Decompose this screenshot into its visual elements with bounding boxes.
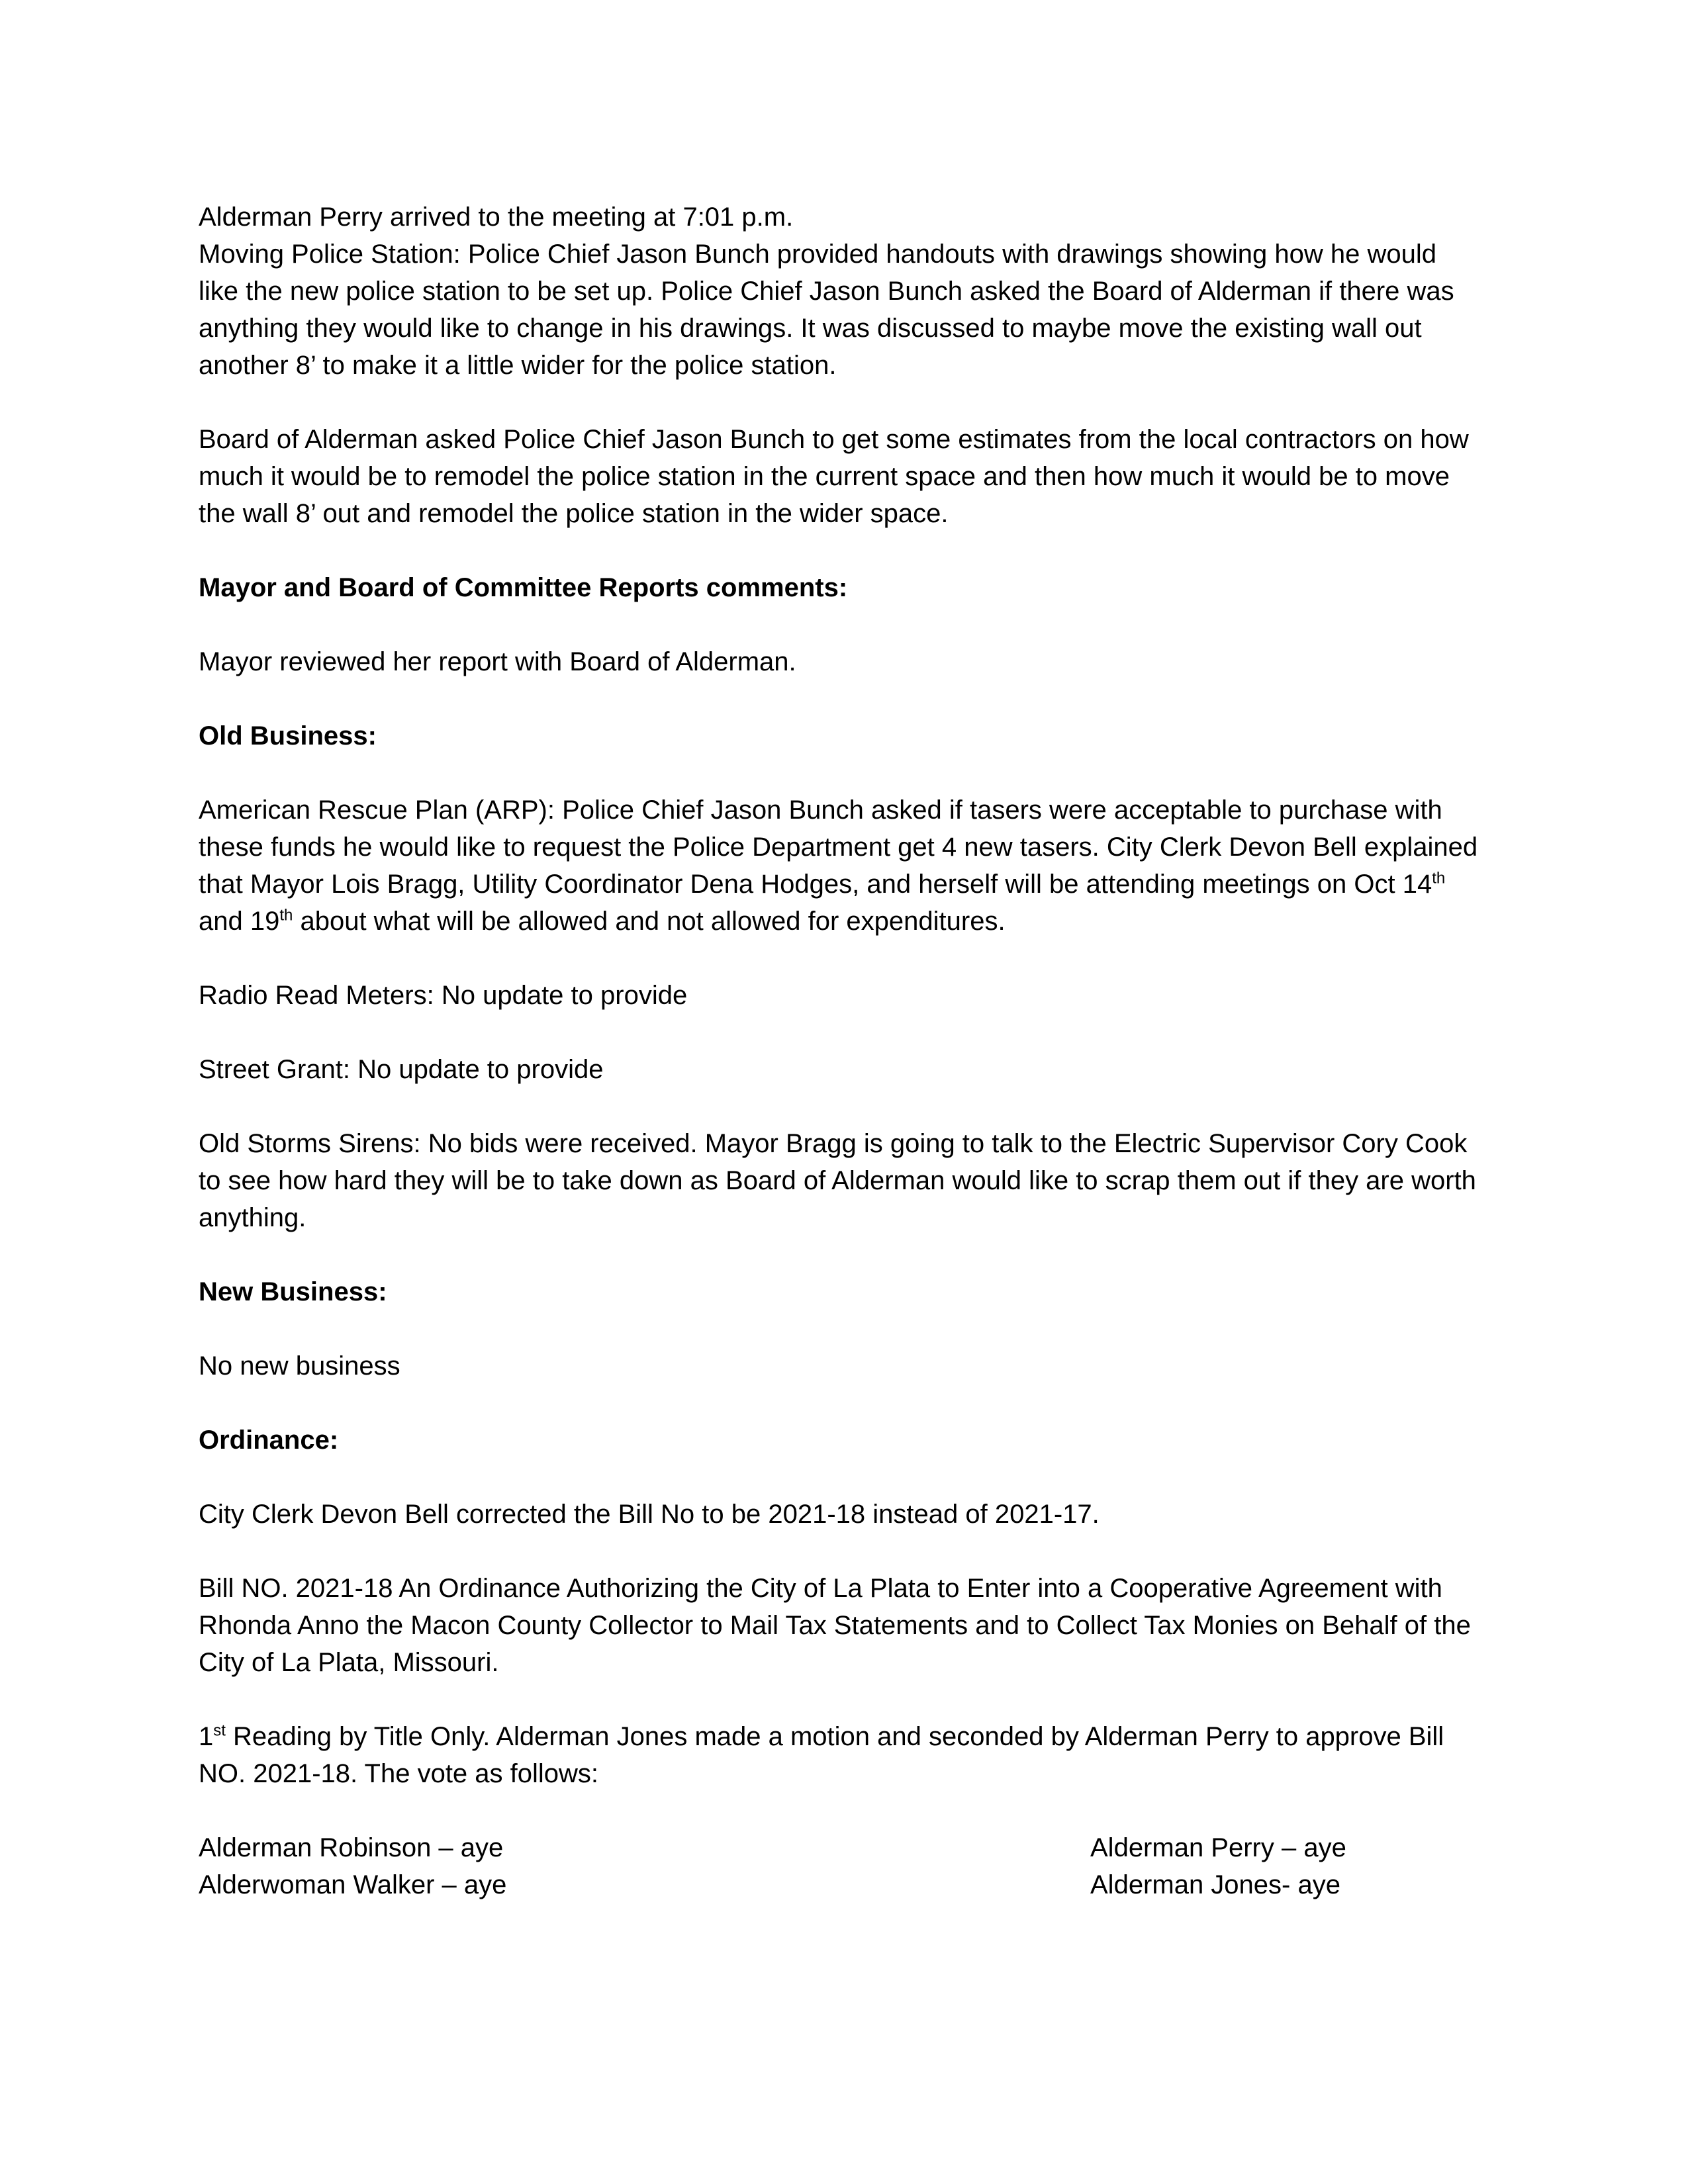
bill-correction-paragraph: City Clerk Devon Bell corrected the Bill No to be 2021-18 instead of 2021-17. bbox=[199, 1500, 1100, 1529]
reading-paragraph bbox=[199, 1718, 1483, 1792]
reading-superscript: st bbox=[213, 1721, 226, 1740]
radio-read-meters-paragraph: Radio Read Meters: No update to provide bbox=[199, 981, 688, 1010]
arp-text-part3: about what will be allowed and not allowed for expenditures. bbox=[293, 907, 1006, 936]
vote-robinson: Alderman Robinson – aye bbox=[199, 1833, 504, 1862]
arp-superscript-2: th bbox=[279, 906, 293, 925]
reading-text: Reading by Title Only. Alderman Jones made a motion and seconded by Alderman Perry to approve Bill NO. 2021-18. The vote as follows: bbox=[199, 1722, 1444, 1788]
moving-police-station-paragraph: Moving Police Station: Police Chief Jason Bunch provided handouts with drawings showing how he would like the new police station to be set up. Police Chief Jason Bunch asked the Board of Alderman if there was anything they would like to change in his drawings. It was discussed to maybe move the existing wall out another 8’ to make it a little wider for the police station. bbox=[199, 240, 1454, 380]
arrival-note: Alderman Perry arrived to the meeting at 7:01 p.m. bbox=[199, 203, 794, 232]
ordinance-heading: Ordinance: bbox=[199, 1426, 339, 1455]
vote-walker: Alderwoman Walker – aye bbox=[199, 1870, 507, 1899]
arp-paragraph bbox=[199, 792, 1483, 940]
new-business-heading: New Business: bbox=[199, 1277, 387, 1306]
street-grant-paragraph: Street Grant: No update to provide bbox=[199, 1055, 604, 1084]
estimates-paragraph: Board of Alderman asked Police Chief Jason Bunch to get some estimates from the local contractors on how much it would be to remodel the police station in the current space and then how much it would be to move the wall 8’ out and remodel the police station in the wider space. bbox=[199, 425, 1469, 528]
document-body bbox=[199, 199, 1483, 1903]
arp-text-part2: and 19 bbox=[199, 907, 280, 936]
mayor-report-paragraph: Mayor reviewed her report with Board of Alderman. bbox=[199, 647, 796, 676]
no-new-business-paragraph: No new business bbox=[199, 1351, 400, 1381]
arp-superscript-1: th bbox=[1432, 869, 1446, 887]
vote-list bbox=[199, 1829, 1483, 1903]
reading-number: 1 bbox=[199, 1722, 214, 1751]
old-business-heading: Old Business: bbox=[199, 721, 377, 751]
vote-jones: Alderman Jones- aye bbox=[1090, 1870, 1340, 1899]
arp-text-part1: American Rescue Plan (ARP): Police Chief Jason Bunch asked if tasers were acceptable to purchase with these funds he would like to request the Police Department get 4 new tasers. City Clerk Devon Bell explained that Mayor Lois Bragg, Utility Coordinator Dena Hodges, and herself will be attending meetings on Oct 14 bbox=[199, 796, 1478, 899]
bill-text-paragraph: Bill NO. 2021-18 An Ordinance Authorizing the City of La Plata to Enter into a Cooperative Agreement with Rhonda Anno the Macon County Collector to Mail Tax Statements and to Collect Tax Monies on Behalf of the City of La Plata, Missouri. bbox=[199, 1574, 1471, 1677]
vote-perry: Alderman Perry – aye bbox=[1090, 1833, 1346, 1862]
storm-sirens-paragraph: Old Storms Sirens: No bids were received. Mayor Bragg is going to talk to the Electric Supervisor Cory Cook to see how hard they will be to take down as Board of Alderman would like to scrap them out if they are worth anything. bbox=[199, 1129, 1476, 1232]
mayor-reports-heading: Mayor and Board of Committee Reports comments: bbox=[199, 573, 848, 602]
